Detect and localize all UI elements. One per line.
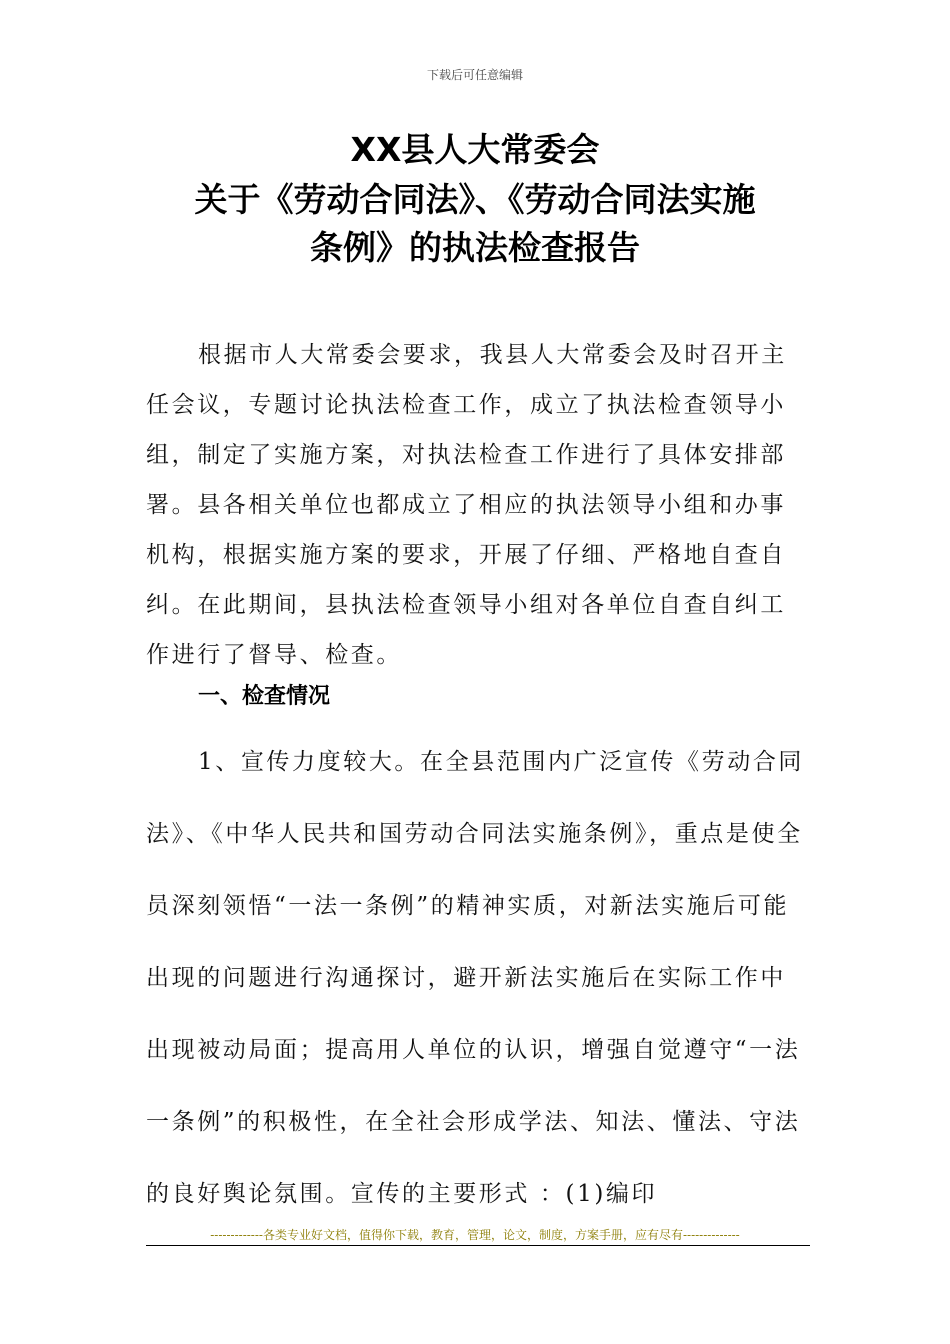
footer-banner: -------------各类专业好文档，值得你下载，教育，管理，论文，制度，方案手册，应有尽有-------------- <box>210 1228 740 1242</box>
section-heading-inspection: 一、检查情况 <box>198 684 331 709</box>
page-header-note: 下载后可任意编辑 <box>426 68 523 82</box>
document-title-line-3: 条例》的执法检查报告 <box>310 228 640 267</box>
footer-divider <box>146 1245 810 1246</box>
body-paragraph-intro: 根据市人大常委会要求，我县人大常委会及时召开主任会议，专题讨论执法检查工作，成立了执法检查领导小组，制定了实施方案，对执法检查工作进行了具体安排部署。县各相关单位也都成立了相应的执法领导小组和办事机构，根据实施方案的要求，开展了仔细、严格地自查自纠。在此期间，县执法检查领导小组对各单位自查自纠工作进行了督导、检查。 <box>146 342 787 668</box>
document-title-line-2: 关于《劳动合同法》、《劳动合同法实施 <box>194 180 756 219</box>
body-paragraph-publicity: 1、宣传力度较大。在全县范围内广泛宣传《劳动合同法》、《中华人民共和国劳动合同法实施条例》，重点是使全员深刻领悟“一法一条例”的精神实质，对新法实施后可能出现的问题进行沟通探讨，避开新法实施后在实际工作中出现被动局面；提高用人单位的认识，增强自觉遵守“一法一条例”的积极性，在全社会形成学法、知法、懂法、守法的良好舆论氛围。宣传的主要形式 ：(1)编印 <box>146 749 805 1207</box>
document-title-line-1: XX县人大常委会 <box>350 130 600 169</box>
